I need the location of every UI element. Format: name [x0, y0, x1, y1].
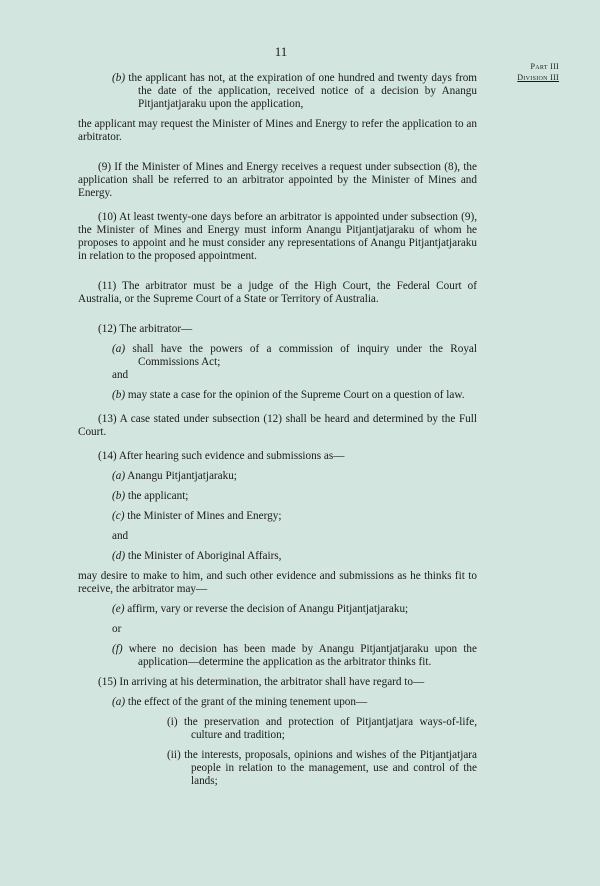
subsection-14a: (a) Anangu Pitjantjatjaraku;	[112, 470, 237, 482]
subsection-10: (10) At least twenty-one days before an arbitrator is appointed under subsection (9), the Minister of Mines and Energy must inform Anangu Pitjantjatjaraku of whom he proposes to appoint and he must consider any representations of Anangu Pitjantjatjaraku in relation to the proposed appointment.	[78, 211, 477, 262]
subsection-12: (12) The arbitrator—	[98, 323, 193, 335]
subsection-15: (15) In arriving at his determination, the arbitrator shall have regard to—	[98, 676, 425, 688]
para-refer: the applicant may request the Minister of Mines and Energy to refer the application to an arbitrator.	[78, 118, 477, 143]
and-connector-1: and	[112, 369, 129, 381]
para-b-top: (b) the applicant has not, at the expiration of one hundred and twenty days from the date of the application, received notice of a decision by Anangu Pitjantjatjaraku upon the application,	[112, 72, 477, 110]
subsection-14: (14) After hearing such evidence and submissions as—	[98, 450, 345, 462]
or-connector: or	[112, 623, 122, 635]
subsection-15a-i: (i) the preservation and protection of Pitjantjatjara ways-of-life, culture and tradition;	[167, 716, 478, 741]
subsection-14-continuation: may desire to make to him, and such other evidence and submissions as he thinks fit to receive, the arbitrator may—	[78, 570, 477, 595]
subsection-11: (11) The arbitrator must be a judge of the High Court, the Federal Court of Australia, or the Supreme Court of a State or Territory of Australia.	[78, 280, 477, 305]
part-label: Part III	[530, 62, 559, 71]
subsection-14d: (d) the Minister of Aboriginal Affairs,	[112, 550, 282, 562]
subsection-15a-ii: (ii) the interests, proposals, opinions and wishes of the Pitjantjatjara people in relation to the management, use and control of the lands;	[167, 749, 477, 787]
subsection-14c: (c) the Minister of Mines and Energy;	[112, 510, 282, 522]
margin-heading	[479, 61, 559, 83]
and-connector-2: and	[112, 530, 129, 542]
subsection-14e: (e) affirm, vary or reverse the decision of Anangu Pitjantjatjaraku;	[112, 603, 409, 615]
division-label: Division III	[517, 73, 559, 82]
subsection-9: (9) If the Minister of Mines and Energy receives a request under subsection (8), the application shall be referred to an arbitrator appointed by the Minister of Mines and Energy.	[78, 161, 477, 199]
subsection-12a: (a) shall have the powers of a commission of inquiry under the Royal Commissions Act;	[112, 343, 477, 368]
subsection-14f: (f) where no decision has been made by Anangu Pitjantjatjaraku upon the application—determine the application as the arbitrator thinks fit.	[112, 643, 477, 668]
page-number: 11	[274, 44, 288, 59]
document-body	[78, 72, 477, 788]
subsection-15a: (a) the effect of the grant of the mining tenement upon—	[112, 696, 368, 708]
subsection-12b: (b) may state a case for the opinion of the Supreme Court on a question of law.	[112, 389, 465, 401]
subsection-14b: (b) the applicant;	[112, 490, 189, 502]
subsection-13: (13) A case stated under subsection (12) shall be heard and determined by the Full Court.	[78, 413, 477, 438]
